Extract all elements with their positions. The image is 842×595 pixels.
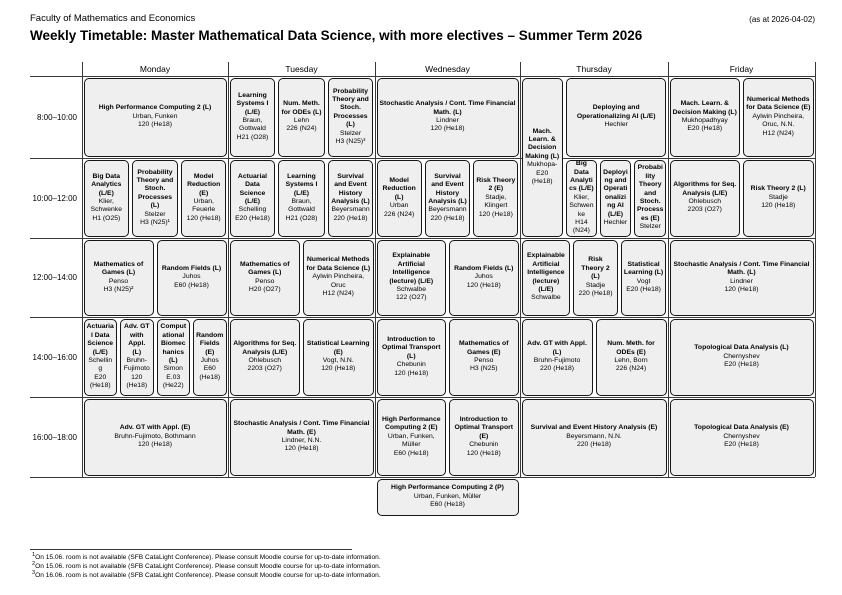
event-title: Mach. Learn. & Decision Making (L) [525, 127, 560, 160]
event-cell [278, 78, 324, 157]
event-detail: 120 (He18) [284, 445, 319, 453]
event-detail: 220 (He18) [539, 365, 574, 373]
event-cell [377, 399, 447, 476]
event-detail: 226 (N24) [615, 365, 647, 373]
event-title: Big Data Analytics (L/E) [569, 160, 594, 193]
event-detail: 120 (He18) [430, 125, 465, 133]
event-detail: Schwalbe [531, 294, 561, 302]
event-title: Explainable Artificial Intelligence (lecture) (L/E) [527, 252, 565, 293]
event-detail: Ohlebusch [688, 198, 721, 205]
footnote-2: $^2$On 15.06. room is not available (SFB CataLight Conference). Please consult Moodle course for up-to-date information. [32, 561, 381, 571]
event-cell [522, 78, 563, 237]
event-detail: Simon [163, 365, 183, 373]
event-detail: E60 [203, 365, 216, 373]
event-detail: Klier, Schwenke [569, 193, 594, 218]
event-detail: Stadje, Klingert [484, 193, 508, 210]
event-detail: Urban [389, 202, 409, 210]
event-cell [303, 240, 374, 316]
event-detail: Juhos [474, 273, 493, 281]
event-title: Probability Theory and Stoch. Processes (L) [332, 87, 369, 129]
event-detail: Stelzer [144, 210, 166, 218]
event-cell [230, 160, 276, 237]
footnote-marker: 3 [32, 570, 36, 576]
event-detail: Aylwin Pincheira, Oruc, N.N. [752, 112, 805, 129]
time-slot-label: 14:00–16:00 [32, 352, 77, 362]
day-header-tuesday: Tuesday [285, 64, 318, 74]
event-detail: H12 (N24) [762, 129, 794, 137]
event-title: Risk Theory 2 (E) [476, 176, 516, 193]
event-cell [634, 160, 667, 237]
event-title: Mathematics of Games (L) [93, 260, 144, 277]
event-cell [596, 319, 667, 396]
grid-hline [30, 158, 815, 159]
event-cell [278, 160, 324, 237]
event-detail: Braun, Gottwald [288, 198, 315, 214]
event-title: Statistical Learning (L) [623, 260, 664, 277]
event-title: Random Fields (E) [196, 331, 224, 356]
event-cell [230, 399, 374, 476]
event-detail: (He22) [162, 382, 184, 390]
event-detail: Lindner [730, 277, 753, 285]
event-cell [425, 160, 470, 237]
event-cell [573, 240, 617, 316]
event-cell [377, 240, 447, 316]
event-detail: 120 (He18) [724, 285, 759, 293]
event-detail: Schwalbe [396, 285, 426, 293]
event-cell [670, 319, 814, 396]
grid-hline [30, 238, 815, 239]
event-cell [181, 160, 227, 237]
event-detail: Beyersmann, N.N. [566, 432, 622, 440]
event-detail: 220 (He18) [576, 441, 611, 449]
event-cell [449, 319, 519, 396]
event-detail: Hechler [603, 219, 628, 227]
event-detail: (He18) [126, 382, 148, 390]
event-title: High Performance Computing 2 (E) [381, 415, 441, 432]
event-detail: E20 (He18) [235, 214, 270, 222]
event-detail: Juhos [200, 357, 219, 364]
event-title: Deploying and Operationalizing AI (L/E) [576, 104, 656, 120]
footnote-3: $^3$On 16.06. room is not available (SFB CataLight Conference). Please consult Moodle course for up-to-date information. [32, 570, 381, 580]
day-header-monday: Monday [139, 64, 171, 74]
grid-vline [520, 62, 521, 477]
event-title: Big Data Analytics (L/E) [91, 172, 122, 197]
event-detail: Vogt [636, 277, 651, 285]
event-detail: E20 (He18) [724, 441, 759, 449]
event-cell [449, 240, 519, 316]
event-detail: 220 (He18) [430, 214, 465, 222]
event-detail: H3 (N25) [469, 365, 498, 373]
event-detail: Penso [255, 277, 275, 285]
event-cell [303, 319, 374, 396]
event-detail: 120 (He18) [186, 214, 221, 222]
event-cell [84, 78, 227, 157]
event-title: Probability Theory and Stoch. Processes (E) [637, 164, 664, 222]
event-title: Actuarial Data Science (L/E) [86, 323, 114, 356]
event-detail: H1 (O25) [92, 214, 121, 222]
event-detail: Ohlebusch [248, 357, 281, 364]
event-cell [670, 240, 814, 316]
event-detail: (He18) [89, 382, 111, 390]
event-cell [377, 78, 519, 157]
event-detail: E.03 [166, 373, 181, 381]
event-detail: E60 (He18) [393, 449, 429, 457]
event-title: Num. Meth. for ODEs (L) [281, 100, 322, 116]
event-detail: E20 (He18) [724, 361, 759, 369]
event-title: Survival and Event History Analysis (L) [331, 172, 370, 205]
event-cell [377, 160, 422, 237]
event-title: Numerical Methods for Data Science (E) [746, 95, 811, 112]
event-detail: 220 (He18) [333, 214, 368, 222]
event-title: Risk Theory 2 (L) [750, 185, 806, 193]
event-detail: Urban, Funken, Müller [413, 492, 482, 500]
event-detail: Urban, Funken, Müller [387, 432, 435, 449]
event-detail: 2203 (O27) [247, 365, 282, 373]
event-detail: E60 (He18) [430, 501, 465, 509]
event-title: Mach. Learn. & Decision Making (L) [672, 100, 737, 116]
event-detail: Chebunin [469, 441, 499, 449]
event-cell [522, 240, 571, 316]
event-cell [670, 78, 741, 157]
event-detail: E60 (He18) [174, 281, 209, 289]
day-header-thursday: Thursday [576, 64, 612, 74]
event-cell [193, 319, 227, 396]
footnote-marker: 2 [32, 561, 36, 567]
event-detail: E20 [94, 373, 107, 381]
event-detail: Schelling [238, 206, 267, 214]
event-detail: Bruhn-Fujimoto [533, 357, 581, 364]
grid-vline [815, 62, 816, 477]
event-detail: Juhos [182, 273, 201, 281]
event-title: Survival and Event History Analysis (E) [530, 424, 658, 432]
event-title: Random Fields (L) [454, 264, 514, 272]
event-title: Statistical Learning (E) [306, 340, 370, 356]
event-detail: E20 (He18) [626, 285, 661, 293]
event-detail: 226 (N24) [286, 125, 317, 133]
event-detail: E20 [536, 169, 549, 177]
event-title: Model Reduction (L) [382, 176, 416, 201]
event-detail: Vogt, N.N. [322, 357, 354, 364]
event-cell [230, 240, 301, 316]
event-detail: H20 (O27) [248, 285, 281, 293]
event-detail: Penso [108, 277, 129, 285]
event-detail: Lindner [436, 117, 459, 124]
event-title: Explainable Artificial Intelligence (lecture) (L/E) [389, 252, 434, 285]
event-detail: (He18) [199, 373, 221, 381]
event-title: High Performance Computing 2 (L) [98, 104, 212, 112]
event-detail: Stelzer [339, 129, 362, 137]
event-detail: Chebunin [396, 361, 426, 369]
event-cell [621, 240, 667, 316]
event-cell [120, 319, 154, 396]
event-detail: Schelling [88, 357, 113, 373]
as-of-date: (as at 2026-04-02) [749, 15, 815, 24]
event-detail: Beyersmann [428, 206, 467, 214]
footnote-1: $^1$On 15.06. room is not available (SFB CataLight Conference). Please consult Moodle course for up-to-date information. [32, 552, 381, 562]
event-title: Probability Theory and Stoch. Processes (L) [136, 168, 174, 210]
time-slot-label: 12:00–14:00 [32, 273, 77, 282]
event-detail: Lindner, N.N. [281, 437, 322, 444]
event-title: Topological Data Analysis (L) [694, 344, 789, 352]
day-header-friday: Friday [729, 64, 754, 74]
event-detail: H3 (N25)² [103, 285, 134, 293]
event-title: Introduction to Optimal Transport (E) [454, 415, 514, 440]
event-detail: Aylwin Pincheira, Oruc [312, 273, 365, 289]
page-title: Weekly Timetable: Master Mathematical Data Science, with more electives – Summer Term 2026 [30, 28, 643, 43]
event-title: Adv. GT with Appl. (E) [119, 424, 191, 432]
event-title: Num. Meth. for ODEs (E) [607, 340, 655, 356]
event-title: Learning Systems I (L/E) [236, 91, 269, 116]
event-title: Adv. GT with Appl. (L) [123, 323, 150, 356]
event-title: Stochastic Analysis / Cont. Time Financial Math. (L) [673, 260, 810, 277]
time-slot-label: 8:00–10:00 [36, 112, 77, 122]
event-detail: 2203 (O27) [687, 206, 722, 214]
event-title: Model Reduction (E) [187, 172, 221, 197]
grid-vline [668, 62, 669, 477]
event-title: Topological Data Analysis (E) [694, 424, 789, 432]
day-header-wednesday: Wednesday [425, 64, 470, 74]
event-detail: Urban, Feuerle [192, 198, 216, 214]
event-detail: H3 (N25)¹ [140, 219, 170, 227]
event-title: Survival and Event History Analysis (L) [428, 172, 467, 205]
event-title: Deploying and Operationalizing AI (L/E) [603, 168, 628, 218]
event-detail: 226 (N24) [384, 210, 415, 218]
event-detail: 122 (O27) [395, 294, 427, 302]
event-detail: Bruhn-Fujimoto, Bothmann [114, 432, 196, 440]
grid-vline [228, 62, 229, 477]
event-detail: Penso [474, 357, 494, 364]
footnote-marker: 1 [32, 552, 36, 558]
event-cell [230, 319, 301, 396]
event-cell [377, 319, 447, 396]
event-detail: Hechler [604, 121, 628, 129]
event-detail: 120 (He18) [761, 202, 796, 210]
event-cell [84, 319, 118, 396]
grid-vline [375, 62, 376, 477]
event-title: Mathematics of Games (L) [240, 260, 290, 277]
event-cell [670, 399, 814, 476]
event-detail: 120 (He18) [466, 281, 501, 289]
event-detail: Lehn [293, 117, 310, 124]
event-detail: Urban, Funken [132, 112, 178, 120]
event-detail: (He18) [531, 178, 553, 186]
event-cell [328, 78, 374, 157]
event-detail: E20 (He18) [687, 125, 723, 133]
event-title: Actuarial Data Science (L/E) [237, 172, 268, 205]
event-detail: Mukhopa- [527, 161, 558, 169]
event-detail: H14 (N24) [572, 219, 590, 235]
event-cell [522, 319, 593, 396]
event-cell [84, 399, 227, 476]
event-detail: H21 (O28) [236, 133, 269, 141]
time-slot-label: 10:00–12:00 [32, 193, 77, 203]
event-cell [377, 479, 519, 516]
event-title: Algorithms for Seq. Analysis (L/E) [233, 340, 297, 356]
event-detail: 120 (He18) [394, 369, 429, 377]
grid-hline [30, 477, 815, 478]
event-detail: 120 (He18) [321, 365, 356, 373]
event-cell [670, 160, 741, 237]
event-detail: Bruhn-Fujimoto [123, 357, 150, 373]
event-cell [473, 160, 518, 237]
grid-hline [30, 397, 815, 398]
event-detail: Stadje [585, 281, 606, 289]
event-detail: Chernyshev [723, 352, 760, 360]
event-title: Mathematics of Games (E) [459, 340, 509, 356]
event-detail: Beyersmann [331, 206, 370, 214]
event-detail: H21 (O28) [285, 214, 318, 222]
event-detail: Chernyshev [723, 432, 760, 440]
event-cell [157, 240, 227, 316]
event-cell [328, 160, 374, 237]
event-cell [84, 160, 130, 237]
event-title: Stochastic Analysis / Cont. Time Financial Math. (L) [379, 100, 516, 116]
event-detail: 220 (He18) [578, 290, 613, 298]
event-detail: 120 (He18) [466, 449, 501, 457]
event-detail: 120 [131, 373, 143, 381]
event-cell [566, 160, 597, 237]
event-cell [566, 78, 667, 157]
event-detail: Braun, Gottwald [239, 117, 266, 133]
event-detail: Stelzer [639, 223, 661, 231]
event-detail: 120 (He18) [137, 441, 172, 449]
grid-hline [30, 76, 815, 77]
event-title: Random Fields (L) [161, 264, 222, 272]
event-title: Stochastic Analysis / Cont. Time Financial Math. (E) [233, 420, 370, 436]
event-title: Risk Theory 2 (L) [581, 256, 610, 281]
event-cell [743, 78, 814, 157]
event-cell [600, 160, 631, 237]
event-title: Adv. GT with Appl. (L) [527, 340, 587, 356]
event-detail: 120 (He18) [137, 121, 172, 129]
event-cell [230, 78, 276, 157]
event-cell [84, 240, 154, 316]
event-title: High Performance Computing 2 (P) [391, 484, 504, 492]
event-cell [522, 399, 667, 476]
event-cell [132, 160, 178, 237]
event-detail: Mukhopadhyay [681, 117, 728, 124]
event-detail: Stadje [768, 193, 788, 201]
event-detail: H12 (N24) [322, 290, 354, 298]
event-cell [743, 160, 814, 237]
time-slot-label: 16:00–18:00 [32, 432, 77, 442]
event-title: Introduction to Optimal Transport (L) [381, 335, 441, 360]
event-title: Algorithms for Seq. Analysis (L/E) [673, 181, 737, 197]
event-cell [157, 319, 191, 396]
event-detail: 120 (He18) [478, 210, 513, 218]
event-detail: H3 (N25)³ [335, 138, 366, 146]
event-detail: Lehn, Born [614, 357, 648, 364]
event-cell [449, 399, 519, 476]
event-detail: Klier, Schwenke [90, 198, 122, 214]
grid-vline [82, 62, 83, 477]
footnote-separator [30, 549, 352, 550]
faculty-name: Faculty of Mathematics and Economics [30, 13, 196, 24]
grid-hline [30, 317, 815, 318]
event-title: Computational Biomechanics (L) [160, 323, 187, 364]
event-title: Learning Systems I (L/E) [285, 172, 318, 197]
event-title: Numerical Methods for Data Science (L) [306, 256, 371, 272]
